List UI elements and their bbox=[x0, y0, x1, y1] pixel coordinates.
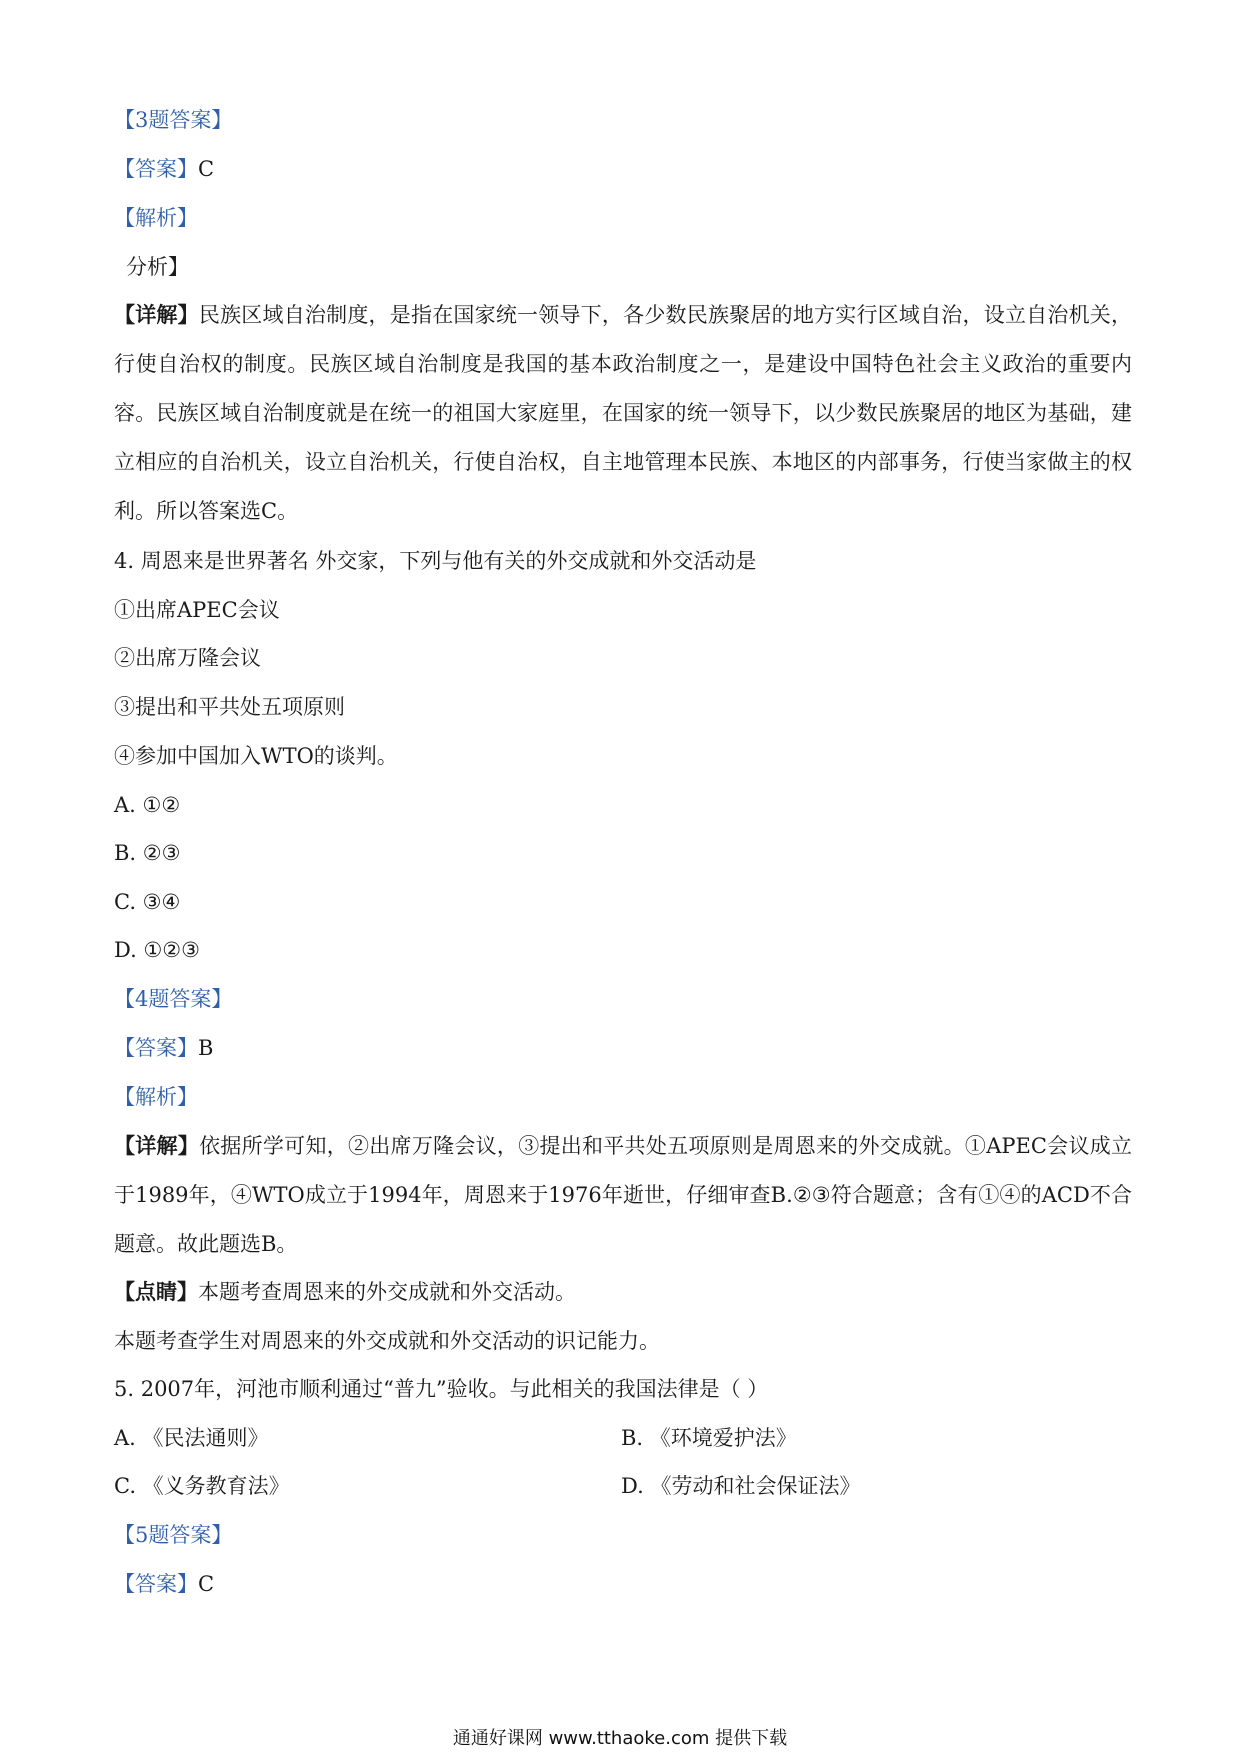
q4-option-a: A. ①② bbox=[114, 793, 181, 817]
answer-value: C bbox=[198, 157, 215, 181]
q5-option-c: C. 《义务教育法》 bbox=[114, 1474, 290, 1498]
answer-tag: 【答案】 bbox=[114, 1036, 198, 1060]
q4-option-b: B. ②③ bbox=[114, 841, 181, 865]
q5-option-a: A. 《民法通则》 bbox=[114, 1426, 269, 1450]
detail-text: 民族区域自治制度，是指在国家统一领导下，各少数民族聚居的地方实行区域自治，设立自治机关，行使自治权的制度。民族区域自治制度是我国的基本政治制度之一，是建设中国特色社会主义政治的重要内容。民族区域自治制度就是在统一的祖国大家庭里，在国家的统一领导下，以少数民族聚居的地区为基础，建立相应的自治机关，设立自治机关，行使自治权，自主地管理本民族、本地区的内部事务，行使当家做主的权利。所以答案选C。 bbox=[114, 303, 1133, 523]
q4-answer-line bbox=[114, 1036, 1130, 1060]
q4-item: ①出席APEC会议 bbox=[114, 598, 280, 622]
answer-value: C bbox=[198, 1572, 215, 1596]
detail-tag: 【详解】 bbox=[114, 302, 199, 327]
q4-summary: 本题考查学生对周恩来的外交成就和外交活动的识记能力。 bbox=[114, 1329, 660, 1353]
q5-stem: 5. 2007年，河池市顺利通过“普九”验收。与此相关的我国法律是（ ） bbox=[114, 1377, 769, 1401]
dianjing-text: 本题考查周恩来的外交成就和外交活动。 bbox=[198, 1280, 576, 1304]
dianjing-tag: 【点睛】 bbox=[114, 1279, 198, 1304]
q4-item: ③提出和平共处五项原则 bbox=[114, 695, 345, 719]
detail-text: 依据所学可知，②出席万隆会议，③提出和平共处五项原则是周恩来的外交成就。①APEC会议成立于1989年，④WTO成立于1994年，周恩来于1976年逝世，仔细审查B.②③符合题意；含有①④的ACD不合题意。故此题选B。 bbox=[114, 1134, 1132, 1256]
q4-analysis-tag: 【解析】 bbox=[114, 1085, 198, 1109]
page-footer: 通通好课网 www.tthaoke.com 提供下载 bbox=[452, 1728, 788, 1749]
q3-answer-line bbox=[114, 157, 1130, 181]
q3-detail-paragraph bbox=[114, 290, 1132, 536]
q3-analysis-tag: 【解析】 bbox=[114, 206, 198, 230]
answer-tag: 【答案】 bbox=[114, 157, 198, 181]
q4-item: ④参加中国加入WTO的谈判。 bbox=[114, 744, 398, 768]
q5-option-b: B. 《环境爱护法》 bbox=[621, 1426, 797, 1450]
q4-option-c: C. ③④ bbox=[114, 890, 181, 914]
answer-value: B bbox=[198, 1036, 214, 1060]
detail-tag: 【详解】 bbox=[114, 1133, 200, 1158]
q4-answer-header: 【4题答案】 bbox=[114, 987, 233, 1011]
q4-item: ②出席万隆会议 bbox=[114, 646, 261, 670]
q5-option-d: D. 《劳动和社会保证法》 bbox=[621, 1474, 861, 1498]
q5-answer-line bbox=[114, 1572, 1130, 1596]
q4-dianjing bbox=[114, 1280, 1130, 1304]
q5-answer-header: 【5题答案】 bbox=[114, 1523, 233, 1547]
answer-tag: 【答案】 bbox=[114, 1572, 198, 1596]
q4-detail-paragraph bbox=[114, 1121, 1132, 1269]
q3-fenxi: 分析】 bbox=[126, 255, 189, 279]
q4-option-d: D. ①②③ bbox=[114, 938, 200, 962]
q4-stem: 4. 周恩来是世界著名 外交家，下列与他有关的外交成就和外交活动是 bbox=[114, 549, 757, 573]
q3-answer-header: 【3题答案】 bbox=[114, 108, 233, 132]
